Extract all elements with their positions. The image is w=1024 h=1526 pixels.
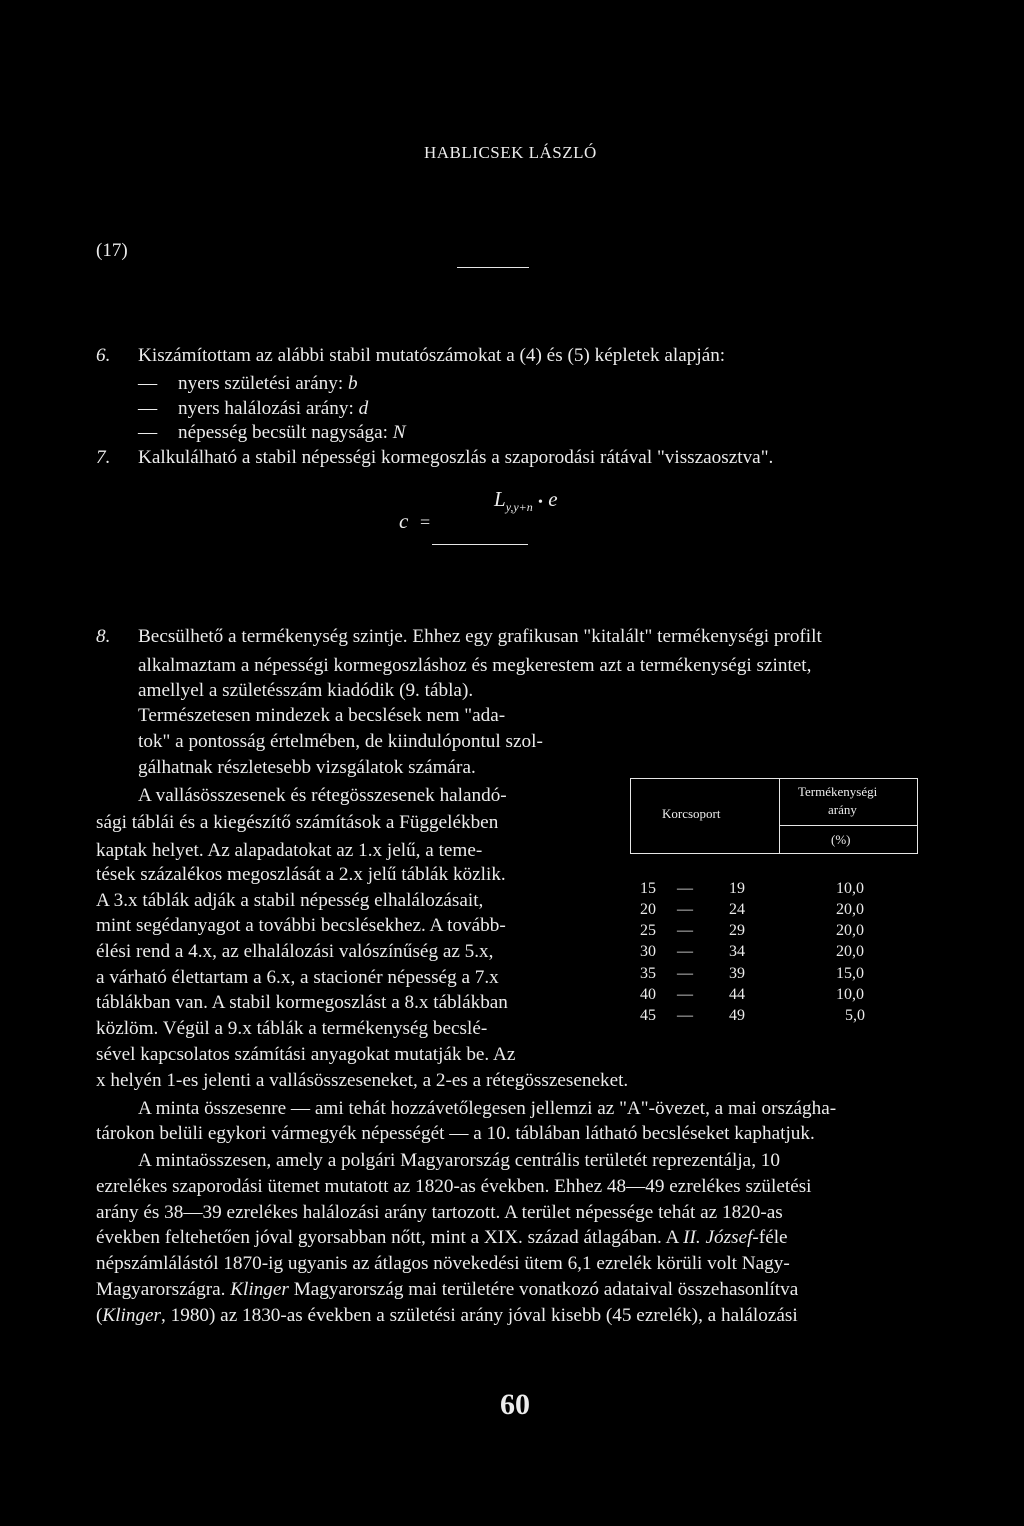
list-item-7: 7. Kalkulálható a stabil népességi kormegoszlás a szaporodási rátával "visszaosztva".	[96, 447, 774, 468]
table-cell-from: 45	[640, 1007, 656, 1024]
table-cell-dash: —	[677, 922, 693, 939]
table-cell-val: 5,0	[845, 1007, 865, 1024]
table-cell-to: 29	[729, 922, 745, 939]
equation-placeholder-rule	[457, 267, 529, 268]
item-number: 6.	[96, 345, 111, 366]
paragraph-line: ezrelékes szaporodási ütemet mutatott az 1820-as években. Ehhez 48—49 ezrelékes születési	[96, 1176, 812, 1197]
table-cell-from: 15	[640, 880, 656, 897]
running-header: HABLICSEK LÁSZLÓ	[424, 143, 597, 162]
table-cell-val: 20,0	[836, 922, 864, 939]
fraction-bar	[432, 544, 528, 545]
formula-equals: =	[420, 512, 431, 532]
table-cell-to: 19	[729, 880, 745, 897]
table-cell-val: 10,0	[836, 880, 864, 897]
list-item-6	[96, 344, 725, 368]
table-cell-to: 24	[729, 901, 745, 918]
paragraph-line: A vallásösszesenek és rétegösszesenek halandó-	[138, 785, 507, 806]
equation-number: (17)	[96, 240, 128, 261]
sublist-item: — nyers születési arány: b	[138, 373, 358, 394]
table-cell-dash: —	[677, 943, 693, 960]
table-cell-to: 49	[729, 1007, 745, 1024]
list-item-8: 8. Becsülhető a termékenység szintje. Ehhez egy grafikusan "kitalált" termékenységi profilt	[96, 626, 822, 647]
table-header-rule	[779, 825, 918, 826]
table-cell-from: 25	[640, 922, 656, 939]
paragraph-line: Természetesen mindezek a becslések nem "ada-	[138, 705, 506, 726]
table-col-header-arany: arány	[828, 802, 857, 817]
item-text: Kiszámítottam az alábbi stabil mutatószámokat a (4) és (5) képletek alapján:	[138, 345, 726, 366]
paragraph-line: mint segédanyagot a további becslésekhez. A tovább-	[96, 915, 506, 936]
table-cell-dash: —	[677, 965, 693, 982]
paragraph-line: (Klinger, 1980) az 1830-as években a születési arány jóval kisebb (45 ezrelék), a halálozási	[96, 1305, 798, 1326]
paragraph-line: amellyel a születésszám kiadódik (9. tábla).	[138, 680, 474, 701]
paragraph-line: A minta összesenre — ami tehát hozzávetőlegesen jellemzi az "A"-övezet, a mai országha-	[138, 1098, 837, 1119]
table-cell-dash: —	[677, 880, 693, 897]
formula-numerator: $L_{y,y+n}$ • e	[494, 487, 558, 515]
paragraph-line: tárokon belüli egykori vármegyék népességét — a 10. táblában látható becsléseket kaphatjuk.	[96, 1123, 815, 1144]
page-number: 60	[500, 1388, 530, 1421]
table-col-header-termekenysegi: Termékenységi	[798, 784, 878, 799]
table-cell-dash: —	[677, 1007, 693, 1024]
paragraph-line: arány és 38—39 ezrelékes halálozási arány tartozott. A terület népessége tehát az 1820-as	[96, 1202, 783, 1223]
table-cell-from: 35	[640, 965, 656, 982]
paragraph-line: Magyarországra. Klinger Magyarország mai területére vonatkozó adataival összehasonlítva	[96, 1279, 799, 1300]
table-cell-from: 20	[640, 901, 656, 918]
paragraph-line: A 3.x táblák adják a stabil népesség elhalálozásait,	[96, 890, 484, 911]
paragraph-line: tések százalékos megoszlását a 2.x jelű táblák közlik.	[96, 864, 506, 885]
table-cell-to: 44	[729, 986, 745, 1003]
paragraph-line: x helyén 1-es jelenti a vallásösszeseneket, a 2-es a rétegösszeseneket.	[96, 1070, 629, 1091]
sublist-item: — nyers halálozási arány: d	[138, 398, 369, 419]
paragraph-line: a várható élettartam a 6.x, a stacionér népesség a 7.x	[96, 967, 499, 988]
paragraph-line: élési rend a 4.x, az elhalálozási valószínűség az 5.x,	[96, 941, 494, 962]
paragraph-line: kaptak helyet. Az alapadatokat az 1.x jelű, a teme-	[96, 840, 483, 861]
table-cell-val: 15,0	[836, 965, 864, 982]
formula-lhs: c	[399, 509, 409, 533]
paragraph-line: sével kapcsolatos számítási anyagokat mutatják be. Az	[96, 1044, 516, 1065]
table-cell-dash: —	[677, 901, 693, 918]
paragraph-line: sági táblái és a kiegészítő számítások a Függelékben	[96, 812, 499, 833]
table-cell-val: 20,0	[836, 901, 864, 918]
paragraph-line: népszámlálástól 1870-ig ugyanis az átlagos növekedési ütem 6,1 ezrelék körüli volt Nagy-	[96, 1253, 790, 1274]
paragraph-line: években feltehetően jóval gyorsabban nőtt, mint a XIX. század átlagában. A II. József-féle	[96, 1227, 788, 1248]
table-cell-from: 30	[640, 943, 656, 960]
table-cell-val: 20,0	[836, 943, 864, 960]
table-cell-to: 39	[729, 965, 745, 982]
table-col-unit: (%)	[831, 832, 851, 847]
sublist-item: — népesség becsült nagysága: N	[138, 422, 406, 443]
table-col-header-korcsoport: Korcsoport	[662, 806, 721, 821]
table-cell-dash: —	[677, 986, 693, 1003]
table-cell-val: 10,0	[836, 986, 864, 1003]
paragraph-line: táblákban van. A stabil kormegoszlást a 8.x táblákban	[96, 992, 508, 1013]
paragraph-line: közlöm. Végül a 9.x táblák a termékenység becslé-	[96, 1018, 488, 1039]
paragraph-line: gálhatnak részletesebb vizsgálatok számára.	[138, 757, 476, 778]
paragraph-line: A mintaösszesen, amely a polgári Magyarország centrális területét reprezentálja, 10	[138, 1150, 780, 1171]
paragraph-line: tok" a pontosság értelmében, de kiindulópontul szol-	[138, 731, 543, 752]
table-cell-from: 40	[640, 986, 656, 1003]
table-column-divider	[779, 778, 780, 854]
paragraph-line: alkalmaztam a népességi kormegoszláshoz és megkerestem azt a termékenységi szintet,	[138, 655, 812, 676]
table-cell-to: 34	[729, 943, 745, 960]
